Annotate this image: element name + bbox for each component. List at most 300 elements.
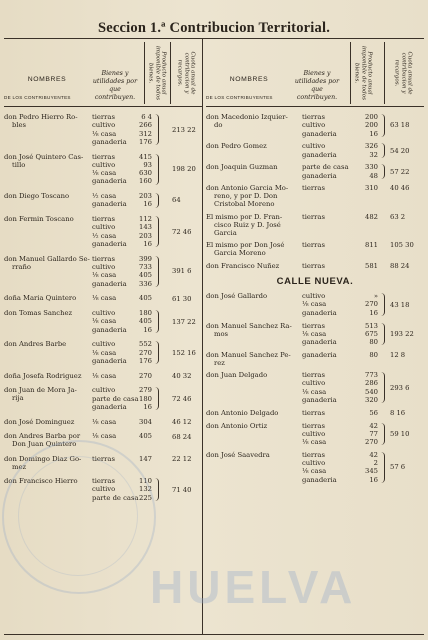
contributor-row [206,422,424,451]
bien-item: tierras [302,450,325,459]
producto-value: 312 [139,129,152,138]
bien-item: tierras [302,408,325,417]
bien-item: tierras [92,113,115,121]
contributor-name [206,113,298,129]
bien-item: ½ casa [92,231,117,240]
group-bracket [380,164,385,179]
producto-values [356,409,378,417]
bien-item: ganaderia [302,150,337,159]
producto-value: » [373,292,378,301]
contributor-name-line: doña Josefa Rodriguez [4,371,82,380]
producto-value: 270 [365,438,378,447]
contributor-name-line: don Manuel Gallardo Se- [4,254,90,263]
producto-values [130,309,152,334]
group-bracket [154,256,159,287]
producto-values [356,422,378,447]
contributor-name-line: don Manuel Sanchez Pe- [206,350,291,359]
bien-item: ganaderia [92,356,127,365]
contributor-row [4,294,202,309]
contributor-row [206,322,424,351]
producto-value: 16 [143,200,152,209]
cuota-value: 71 40 [172,485,192,494]
contributor-name [206,213,298,237]
producto-value: 310 [365,184,378,193]
producto-values [356,213,378,221]
producto-value: 225 [139,493,152,502]
contributor-name [4,215,90,223]
section-heading: CALLE NUEVA. [276,276,354,288]
contributor-name-cont: Garcia Moreno [214,249,266,258]
producto-value: 733 [139,263,152,272]
cuota-value: 43 18 [390,300,410,309]
contributor-name-line: don Domingo Diaz Go- [4,454,82,463]
page-title: Seccion 1.ª Contribucion Territorial. [97,20,331,36]
contributor-name [206,241,298,257]
contributor-name [206,351,298,367]
bien-item: parte de casa [92,394,139,403]
group-bracket [154,341,159,364]
bien-item: cultivo [92,340,116,349]
contributor-name-line: don Antonio Ortiz [206,421,268,430]
bien-item: tierras [302,421,325,430]
bien-item: ⅛ casa [302,438,327,447]
producto-value: 405 [139,271,152,280]
bien-item: cultivo [302,292,326,301]
producto-values [356,113,378,138]
producto-value: 80 [369,338,378,347]
bien-item: ⅛ casa [302,300,327,309]
producto-value: 176 [139,356,152,365]
cuota-value: 40 32 [172,371,192,380]
producto-values [130,215,152,248]
bien-item: ⅛ casa [302,467,327,476]
producto-value: 132 [139,485,152,494]
producto-value: 42 [369,450,378,459]
producto-value: 540 [365,387,378,396]
contributor-name [206,292,298,300]
producto-values [356,262,378,270]
producto-value: 266 [139,121,152,130]
contributor-row [4,192,202,215]
bienes-list [302,451,362,484]
cuota-value: 193 22 [390,329,414,338]
group-bracket [380,423,385,446]
bien-item: cultivo [302,142,326,151]
contributor-name [206,142,298,150]
bien-item: cultivo [302,121,326,130]
bien-item: ganaderia [302,171,337,180]
bien-item: cultivo [302,429,326,438]
contributor-name-cont: bles [12,121,27,129]
producto-value: 513 [365,321,378,330]
header-bienes: Bienes y utilidades por que contribuyen. [294,70,340,101]
bienes-list [302,371,362,404]
producto-value: 270 [139,348,152,357]
bien-item: ⅛ casa [92,417,117,426]
contributor-row [4,309,202,340]
producto-value: 405 [139,317,152,326]
contributor-row [206,371,424,409]
bienes-list [302,163,362,180]
bien-item: tierras [92,254,115,263]
producto-value: 320 [365,396,378,405]
cuota-value: 72 46 [172,227,192,236]
producto-value: 112 [139,215,152,224]
library-seal-watermark [2,440,156,594]
producto-values [356,351,378,359]
cuota-value: 293 6 [390,383,410,392]
producto-value: 16 [143,240,152,249]
producto-value: 200 [365,113,378,121]
header-cuota-cell [170,42,201,104]
contributor-name-line: don Pedro Hierro Ro- [4,113,78,121]
contributor-name [4,372,90,380]
bien-item: cultivo [92,309,116,318]
contributor-name-cont: mos [214,329,229,338]
contributor-name [206,409,298,417]
group-bracket [154,310,159,333]
producto-value: 200 [365,121,378,130]
contributor-name-line: don Fermin Toscano [4,215,74,224]
producto-value: 160 [139,177,152,186]
contributor-name-cont: cisco Ruiz y D. José Garcia [214,220,281,237]
bien-item: ganaderia [92,137,127,146]
producto-values [130,153,152,186]
producto-value: 180 [139,394,152,403]
right-column [206,38,424,638]
contributor-row [4,418,202,433]
bienes-list [302,322,362,347]
bien-item: tierras [92,477,115,486]
contributor-name-cont: do [214,121,223,129]
contributor-row [206,451,424,489]
bien-item: tierras [302,241,325,250]
group-bracket [380,143,385,158]
cuota-value: 63 2 [390,212,406,221]
producto-values [130,432,152,440]
bien-item: tierras [302,212,325,221]
contributor-row [206,113,424,142]
producto-value: 16 [369,308,378,317]
bienes-list [302,409,362,417]
contributor-name [4,309,90,317]
bienes-list [302,241,362,249]
header-nombres: NOMBRES [229,76,269,83]
bien-item: parte de casa [302,163,349,172]
cuota-value: 137 22 [172,317,196,326]
contributor-row [4,113,202,153]
bien-item: tierras [302,184,325,193]
producto-value: 147 [139,454,152,463]
group-bracket [154,114,159,145]
cuota-value: 88 24 [390,261,410,270]
contributor-name [4,192,90,200]
bien-item: ⅛ casa [92,169,117,178]
bien-item: ⅛ casa [92,432,117,441]
left-header [4,38,202,107]
producto-values [130,418,152,426]
header-bienes: Bienes y utilidades por que contribuyen. [92,70,138,101]
header-producto-cell [144,42,169,104]
bien-item: tierras [92,152,115,161]
cuota-value: 72 46 [172,394,192,403]
cuota-value: 12 8 [390,350,406,359]
producto-value: 675 [365,329,378,338]
contributor-row [206,292,424,321]
bien-item: cultivo [302,459,326,468]
bien-item: tierras [302,261,325,270]
contributor-name [4,386,90,402]
producto-values [356,142,378,159]
bien-item: ganaderia [92,200,127,209]
bien-item: ⅛ casa [92,271,117,280]
contributor-name [4,418,90,426]
producto-value: 286 [365,379,378,388]
producto-values [356,322,378,347]
contributor-name-line: don Antonio Garcia Mo- [206,184,289,193]
group-bracket [380,114,385,137]
cuota-value: 63 18 [390,121,410,130]
bien-item: cultivo [92,223,116,232]
bien-item: cultivo [92,121,116,130]
bienes-list [302,262,362,270]
bien-item: cultivo [92,263,116,272]
contributor-name-cont: tillo [12,160,26,169]
producto-value: 56 [369,408,378,417]
bien-item: ⅛ casa [92,371,117,380]
contributor-name [206,371,298,379]
bienes-list [302,213,362,221]
cuota-value: 8 16 [390,408,406,417]
contributor-name-line: doña Maria Quintero [4,294,77,303]
bien-item: cultivo [92,485,116,494]
cuota-value: 57 6 [390,463,406,472]
producto-values [356,184,378,192]
contributor-name [4,294,90,302]
producto-value: 203 [139,192,152,201]
contributor-name-line: don Antonio Delgado [206,408,279,417]
producto-value: 330 [365,163,378,172]
cuota-value: 105 30 [390,241,414,250]
contributor-name [4,113,90,129]
group-bracket [154,216,159,247]
bien-item: ⅛ casa [302,387,327,396]
header-nombres: NOMBRES [27,76,67,83]
header-cuota-cell [384,42,421,104]
contributor-row [4,340,202,371]
bien-item: tierras [302,321,325,330]
group-bracket [154,193,159,208]
group-bracket [380,452,385,483]
bien-item: ganaderia [302,308,337,317]
producto-value: 203 [139,231,152,240]
bien-item: ganaderia [302,475,337,484]
producto-values [130,294,152,302]
bien-item: ganaderia [302,129,337,138]
contributor-name-line: don José Quintero Cas- [4,152,84,161]
contributor-row [206,241,424,261]
contributor-name-cont: mez [12,462,27,471]
contributor-row [206,142,424,163]
producto-value: 270 [365,300,378,309]
bien-item: ganaderia [302,338,337,347]
producto-value: 42 [369,421,378,430]
producto-values [130,255,152,288]
cuota-value: 198 20 [172,165,196,174]
bien-item: ganaderia [92,325,127,334]
bien-item: tierras [92,215,115,224]
cuota-value: 54 20 [390,146,410,155]
contributor-row [206,409,424,422]
contributor-row [4,386,202,417]
producto-value: 482 [365,212,378,221]
bien-item: ⅛ casa [302,329,327,338]
producto-value: 279 [139,386,152,395]
contributor-name-line: don Diego Toscano [4,192,70,201]
producto-value: 48 [369,171,378,180]
producto-value: 405 [139,294,152,303]
contributor-row [4,215,202,255]
huelva-watermark: HUELVA [150,561,357,613]
cuota-value: 46 12 [172,417,192,426]
producto-values [356,371,378,404]
bienes-list [302,422,362,447]
contributor-name-cont: rija [12,394,24,403]
contributor-name [206,262,298,270]
cuota-value: 64 [172,196,181,205]
cuota-value: 40 46 [390,184,410,193]
bottom-rule [4,634,424,635]
bien-item: ganaderia [302,350,337,359]
cuota-value: 68 24 [172,432,192,441]
contributor-name-line: don José Saavedra [206,450,270,459]
producto-value: 110 [139,477,152,486]
header-nombres-sub: DE LOS CONTRIBUYENTES [206,95,273,100]
producto-values [130,386,152,411]
bien-item: ⅛ casa [92,317,117,326]
header-cuota: Cuota anual de contribucion y recargos. [176,51,196,95]
group-bracket [380,372,385,403]
cuota-value: 59 10 [390,429,410,438]
header-producto-cell [350,42,375,104]
bien-item: tierras [302,371,325,380]
contributor-name-line: don Pedro Gomez [206,142,267,151]
contributor-row [206,262,424,275]
contributor-name [4,153,90,169]
contributor-name-line: don Manuel Sanchez Ra- [206,321,292,330]
contributor-name-cont: rez [214,358,225,367]
bien-item: ganaderia [92,402,127,411]
contributor-row [206,351,424,371]
bienes-list [302,184,362,192]
contributor-name-cont: Don Juan Quintero [12,440,77,449]
bienes-list [302,113,362,138]
contributor-row [206,213,424,241]
producto-value: 773 [365,371,378,380]
producto-value: 399 [139,254,152,263]
group-bracket [380,293,385,316]
producto-value: 270 [139,371,152,380]
contributor-name-line: don Francisco Hierro [4,477,78,486]
contributor-name-line: don José Dominguez [4,417,75,426]
column-divider [202,38,203,634]
producto-value: 32 [369,150,378,159]
producto-values [356,292,378,317]
producto-value: 180 [139,309,152,318]
producto-value: 6 4 [141,113,152,121]
contributor-name-line: don Andres Barbe [4,340,67,349]
header-cuota: Cuota anual de contribucion y recargos. [393,51,413,95]
producto-value: 16 [143,325,152,334]
header-producto: Producto anual imponible de todos bienes. [353,46,373,100]
contributor-name [206,451,298,459]
bienes-list [302,351,362,359]
header-nombres-sub: DE LOS CONTRIBUYENTES [4,95,71,100]
bien-item: cultivo [92,386,116,395]
contributor-name-line: don Macedonio Izquier- [206,113,288,121]
cuota-value: 57 22 [390,167,410,176]
producto-value: 304 [139,417,152,426]
producto-values [356,451,378,484]
producto-value: 581 [365,261,378,270]
contributor-name-line: don Juan Delgado [206,371,268,380]
bien-item: ⅛ casa [92,348,117,357]
producto-value: 77 [369,429,378,438]
contributor-row [4,153,202,193]
producto-value: 16 [369,129,378,138]
group-bracket [154,478,159,501]
producto-value: 326 [365,142,378,151]
header-producto: Producto anual imponible de todos bienes. [147,46,167,100]
contributor-row [206,163,424,184]
contributor-row [4,255,202,295]
group-bracket [154,154,159,185]
contributor-row [4,372,202,387]
cuota-value: 61 30 [172,294,192,303]
bien-item: ⅛ casa [92,294,117,303]
producto-value: 2 [373,459,378,468]
bienes-list [302,142,362,159]
producto-value: 405 [139,432,152,441]
producto-value: 811 [365,241,378,250]
contributor-name-cont: rraño [12,262,32,271]
group-bracket [380,323,385,346]
cuota-value: 213 22 [172,125,196,134]
contributor-name [4,340,90,348]
bien-item: ganaderia [92,279,127,288]
producto-value: 80 [369,350,378,359]
contributor-name-cont: reno, y por D. Don Cristobal Moreno [214,192,278,209]
contributor-name-line: El mismo por D. Fran- [206,212,283,221]
contributor-row [206,184,424,212]
contributor-name [4,255,90,271]
producto-value: 93 [143,160,152,169]
producto-value: 16 [369,475,378,484]
contributor-name [206,322,298,338]
contributor-name-line: don Tomas Sanchez [4,309,73,318]
bienes-list [302,292,362,317]
producto-values [130,113,152,146]
producto-value: 415 [139,152,152,161]
producto-value: 16 [143,402,152,411]
contributor-name-line: El mismo por Don José [206,241,285,250]
bien-item: tierras [302,113,325,121]
group-bracket [154,387,159,410]
bien-item: cultivo [302,379,326,388]
bien-item: ½ casa [92,192,117,201]
cuota-value: 391 6 [172,267,192,276]
producto-value: 143 [139,223,152,232]
